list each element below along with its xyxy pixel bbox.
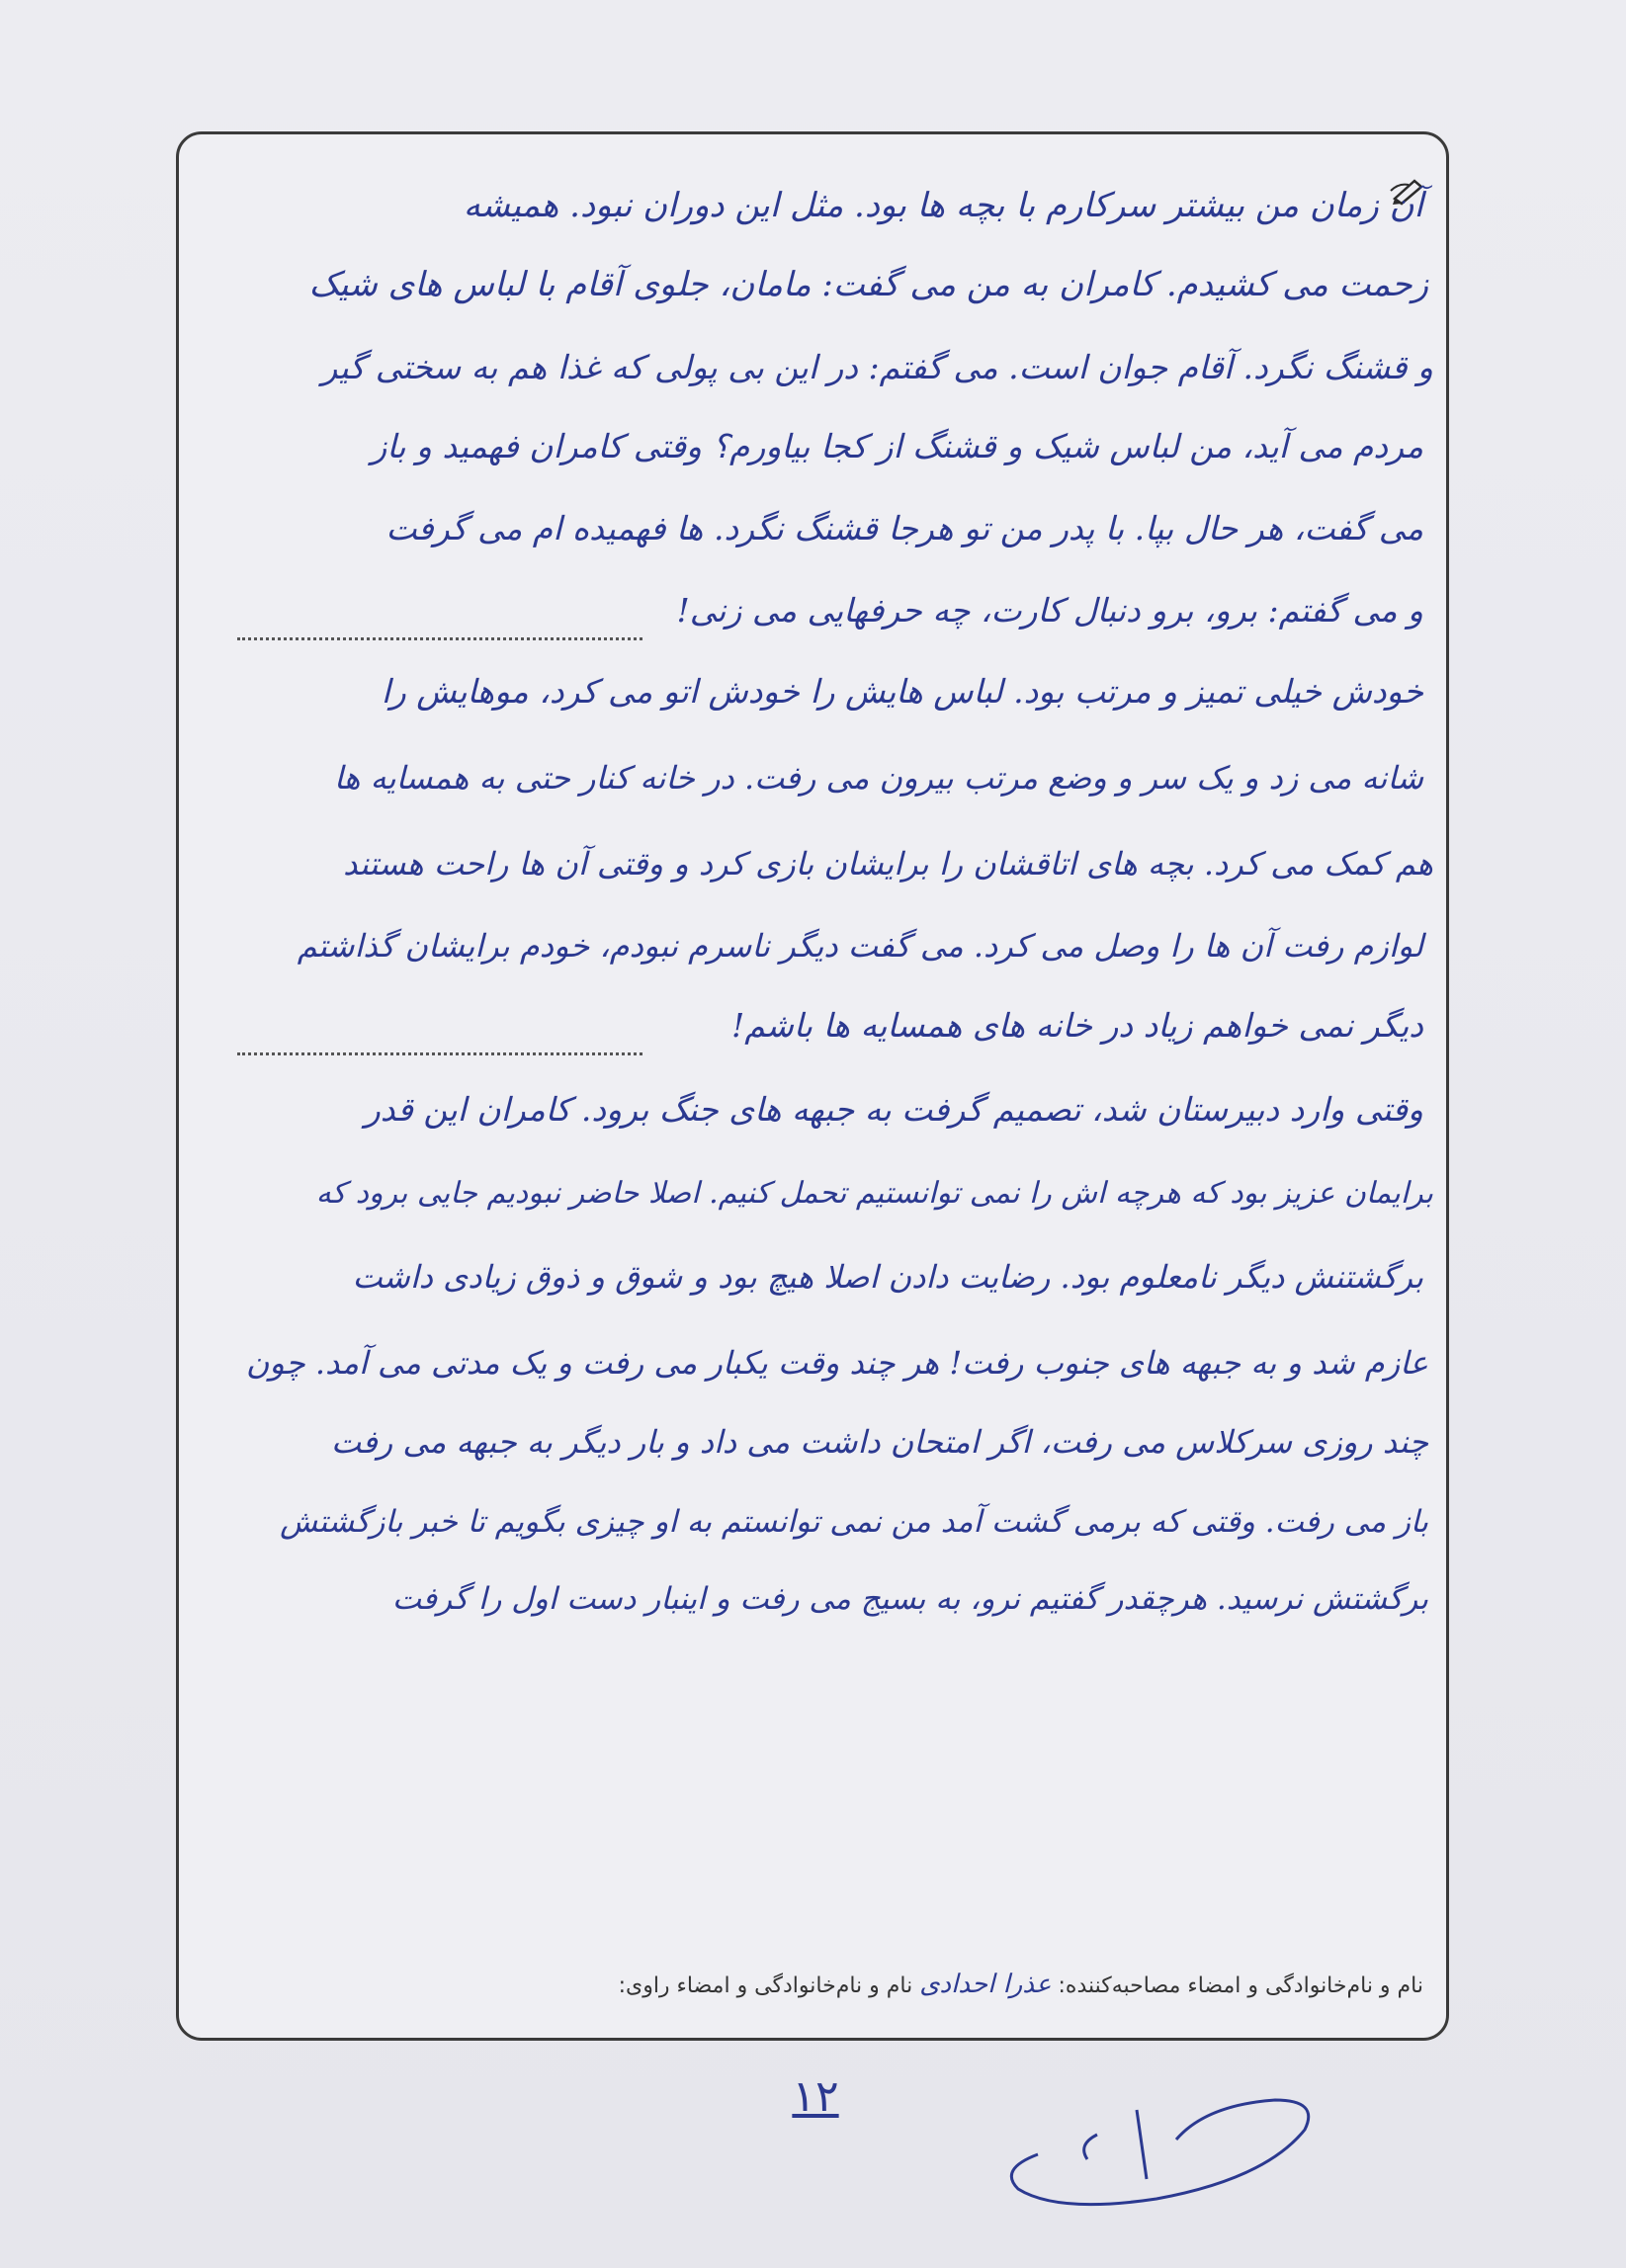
text-line: زحمت می کشیدم. کامران به من می گفت: مامان، جلوی آقام با لباس های شیک [308, 265, 1428, 304]
narrator-label: نام و نام‌خانوادگی و امضاء راوی: [618, 1974, 913, 1998]
text-line: برگشتش نرسید. هرچقدر گفتیم نرو، به بسیج می رفت و اینبار دست اول را گرفت [391, 1581, 1428, 1617]
text-line: هم کمک می کرد. بچه های اتاقشان را برایشان بازی کرد و وقتی آن ها راحت هستند [343, 845, 1433, 882]
document-frame [176, 131, 1449, 2041]
text-line: خودش خیلی تمیز و مرتب بود. لباس هایش را خودش اتو می کرد، موهایش را [381, 672, 1423, 711]
text-line: می گفت، هر حال بپا. با پدر من تو هرجا قشنگ نگرد. ها فهمیده ام می گرفت [385, 509, 1423, 547]
line-filler [237, 637, 642, 640]
text-line: وقتی وارد دبیرستان شد، تصمیم گرفت به جبهه های جنگ برود. کامران این قدر [364, 1090, 1423, 1129]
text-line: برگشتنش دیگر نامعلوم بود. رضایت دادن اصلا هیچ بود و شوق و ذوق زیادی داشت [352, 1258, 1423, 1296]
text-line: لوازم رفت آن ها را وصل می کرد. می گفت دیگر ناسرم نبودم، خودم برایشان گذاشتم [297, 927, 1423, 965]
text-line: چند روزی سرکلاس می رفت، اگر امتحان داشت می داد و بار دیگر به جبهه می رفت [331, 1423, 1428, 1461]
line-filler [237, 1052, 642, 1055]
page-number: ١٢ [792, 2071, 839, 2122]
interviewer-name: عذرا احدادی [919, 1970, 1052, 1999]
text-line: دیگر نمی خواهم زیاد در خانه های همسایه ها باشم! [730, 1006, 1423, 1045]
signature-icon [979, 2060, 1354, 2219]
text-line: مردم می آید، من لباس شیک و قشنگ از کجا بیاورم؟ وقتی کامران فهمید و باز [371, 427, 1423, 465]
text-line: و قشنگ نگرد. آقام جوان است. می گفتم: در این بی پولی که غذا هم به سختی گیر [321, 348, 1433, 386]
text-line: شانه می زد و یک سر و وضع مرتب بیرون می رفت. در خانه کنار حتی به همسایه ها [333, 759, 1423, 797]
text-line: و می گفتم: برو، برو دنبال کارت، چه حرفهایی می زنی! [676, 591, 1423, 630]
text-line: آن زمان من بیشتر سرکارم با بچه ها بود. مثل این دوران نبود. همیشه [463, 186, 1423, 225]
text-line: برایمان عزیز بود که هرچه اش را نمی توانستیم تحمل کنیم. اصلا حاضر نبودیم جایی برود که [315, 1176, 1433, 1211]
text-line: عازم شد و به جبهه های جنوب رفت! هر چند وقت یکبار می رفت و یک مدتی می آمد. چون [245, 1344, 1428, 1382]
signature-footer [208, 1970, 1423, 2009]
interviewer-label: نام و نام‌خانوادگی و امضاء مصاحبه‌کننده: [1058, 1974, 1423, 1998]
text-line: باز می رفت. وقتی که برمی گشت آمد من نمی توانستم به او چیزی بگویم تا خبر بازگشتش [280, 1504, 1428, 1540]
